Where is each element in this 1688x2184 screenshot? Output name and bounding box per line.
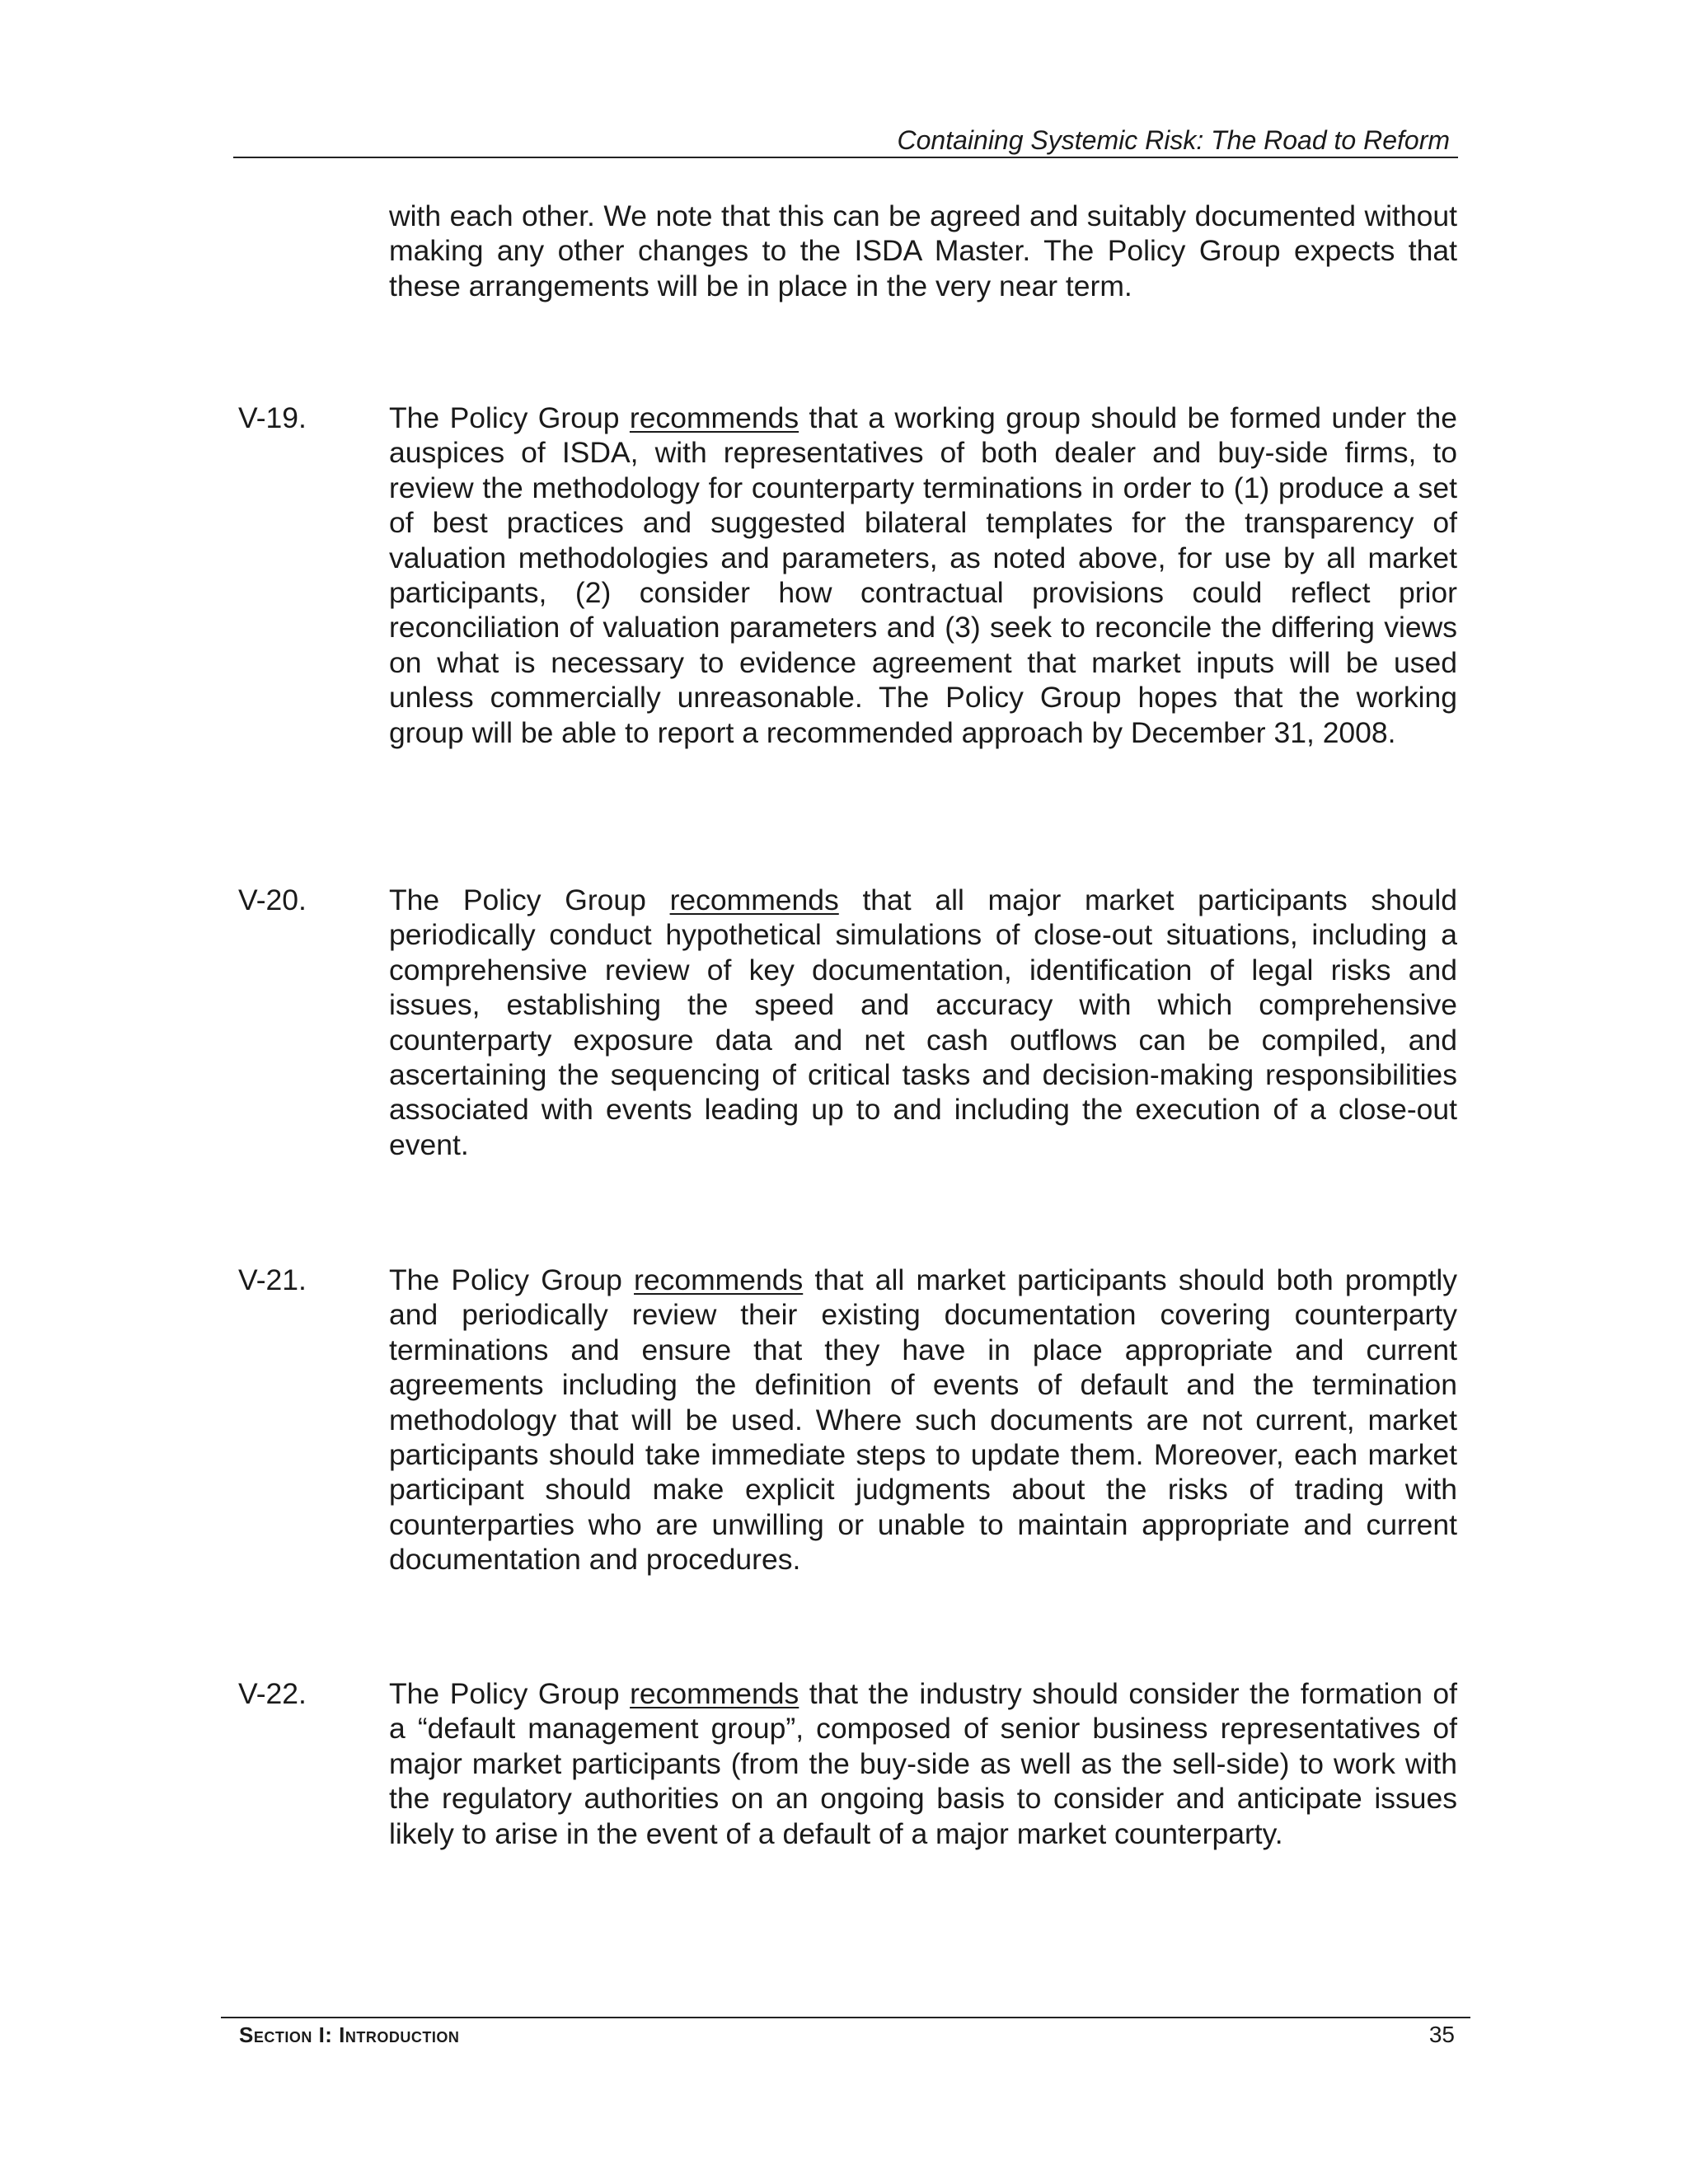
recommendation-text: that all major market participants should periodically conduct hypothetical simulations of close-out situations, including a comprehensive review of key documentation, identification of legal risks and issues, establishing the speed and accuracy with which comprehensive counterparty exposure data and net cash outflows can be compiled, and ascertaining the sequencing of critical tasks and decision-making responsibilities associated with events leading up to and including the execution of a close-out event.: [389, 883, 1457, 1161]
recommendation-text: that all market participants should both promptly and periodically review their existing documentation covering counterparty terminations and ensure that they have in place appropriate and current agreements including the definition of events of default and the termination methodology that will be used. Where such documents are not current, market participants should take immediate steps to update them. Moreover, each market participant should make explicit judgments about the risks of trading with counterparties who are unwilling or unable to maintain appropriate and current documentation and procedures.: [389, 1263, 1457, 1577]
recommendation-number-v20: V-20.: [238, 883, 307, 916]
recommendation-lead: The Policy Group: [389, 1263, 635, 1296]
recommendation-lead: The Policy Group: [389, 1677, 631, 1710]
recommends-keyword: recommends: [634, 1263, 804, 1296]
recommends-keyword: recommends: [630, 1677, 799, 1710]
recommendation-number-v21: V-21.: [238, 1263, 307, 1296]
recommends-keyword: recommends: [669, 883, 839, 916]
recommendation-number-v19: V-19.: [238, 401, 307, 434]
footer-rule: [221, 2017, 1470, 2018]
recommendation-lead: The Policy Group: [389, 883, 670, 916]
running-header-title: Containing Systemic Risk: The Road to Reform: [897, 125, 1450, 155]
recommendation-v21: [389, 1263, 1457, 1577]
recommendation-v22: [389, 1676, 1457, 1851]
continued-paragraph: with each other. We note that this can be agreed and suitably documented without making any other changes to the ISDA Master. The Policy Group expects that these arrangements will be in place in the very near term.: [389, 199, 1457, 302]
recommendation-v19: [389, 401, 1457, 750]
recommendation-v20: [389, 883, 1457, 1162]
recommends-keyword: recommends: [629, 401, 799, 434]
recommendation-lead: The Policy Group: [389, 401, 630, 434]
page-number: 35: [1428, 2022, 1455, 2047]
recommendation-text: that a working group should be formed under the auspices of ISDA, with representatives of both dealer and buy-side firms, to review the methodology for counterparty terminations in order to (1) produce a set of best practices and suggested bilateral templates for the transparency of valuation methodologies and parameters, as noted above, for use by all market participants, (2) consider how contractual provisions could reflect prior reconciliation of valuation parameters and (3) seek to reconcile the differing views on what is necessary to evidence agreement that market inputs will be used unless commercially unreasonable. The Policy Group hopes that the working group will be able to report a recommended approach by December 31, 2008.: [389, 401, 1458, 749]
recommendation-number-v22: V-22.: [238, 1677, 307, 1710]
footer-section-label: Section I: Introduction: [239, 2022, 460, 2047]
recommendation-text: that the industry should consider the formation of a “default management group”, composed of senior business representatives of major market participants (from the buy-side as well as the sell-side) to work with the regulatory authorities on an ongoing basis to consider and anticipate issues likely to arise in the event of a default of a major market counterparty.: [389, 1677, 1458, 1850]
page-header: [233, 122, 1458, 158]
